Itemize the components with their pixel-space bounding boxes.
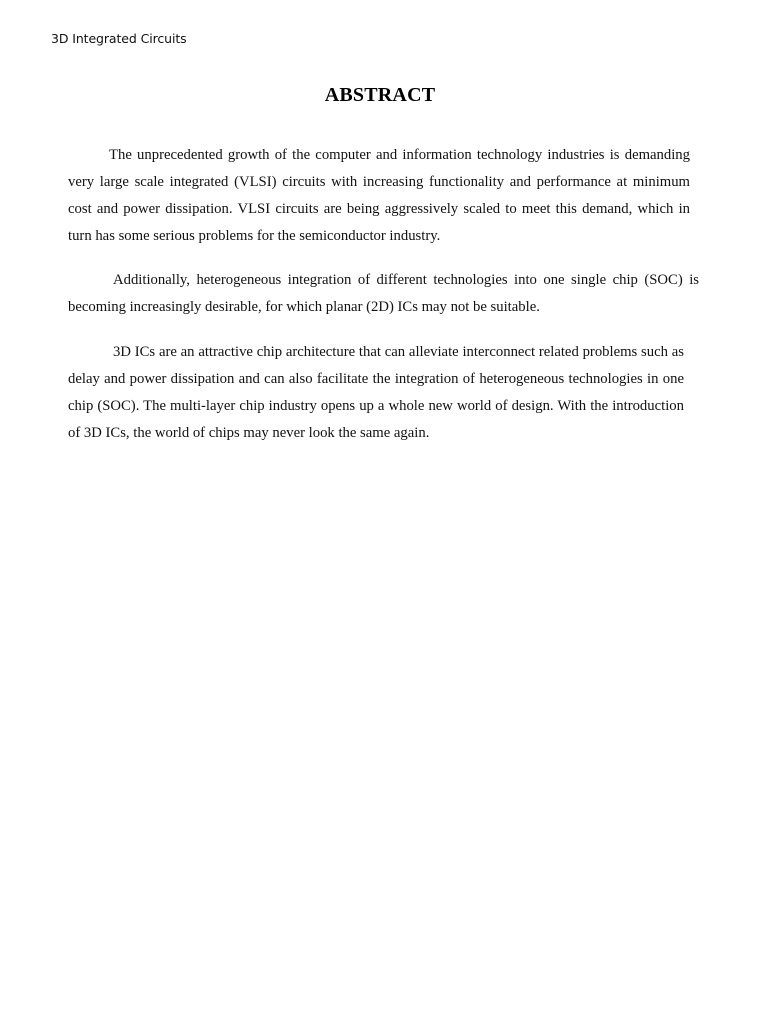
paragraph-block-2 [68,267,699,321]
abstract-paragraph-2: Additionally, heterogeneous integration of different technologies into one single chip (SOC) is becoming increasingly desirable, for which planar (2D) ICs may not be suitable. [68,272,699,315]
running-header: 3D Integrated Circuits [51,31,187,46]
paragraph-block-1 [68,142,690,250]
abstract-paragraph-1: The unprecedented growth of the computer and information technology industries is demanding very large scale integrated (VLSI) circuits with increasing functionality and performance at minimum cost and power dissipation. VLSI circuits are being aggressively scaled to meet this demand, which in turn has some serious problems for the semiconductor industry. [68,147,690,244]
paragraph-block-3 [68,339,684,447]
abstract-paragraph-3: 3D ICs are an attractive chip architecture that can alleviate interconnect related problems such as delay and power dissipation and can also facilitate the integration of heterogeneous technologies in one chip (SOC). The multi-layer chip industry opens up a whole new world of design. With the introduction of 3D ICs, the world of chips may never look the same again. [68,344,684,441]
abstract-title: ABSTRACT [324,84,436,106]
